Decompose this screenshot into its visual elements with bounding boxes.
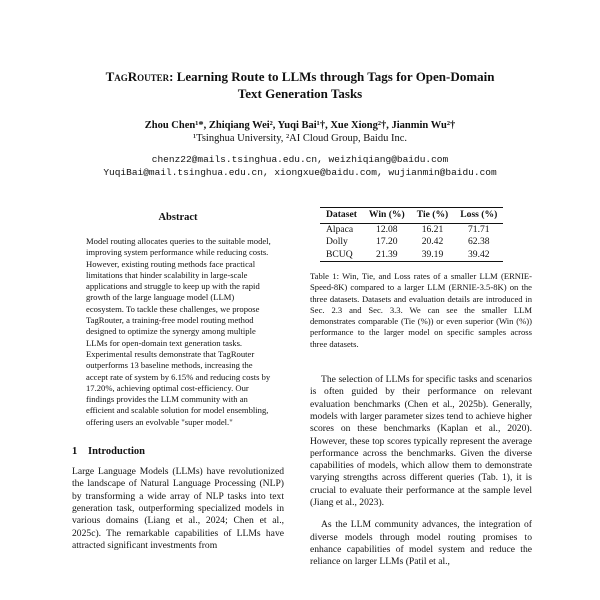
table-cell: 12.08	[376, 223, 398, 235]
author-affiliations: ¹Tsinghua University, ²AI Cloud Group, Baidu Inc.	[193, 133, 407, 144]
table-row	[320, 249, 503, 262]
section-title: Introduction	[88, 446, 145, 458]
section-number: 1	[72, 446, 78, 458]
table-header-cell: Tie (%)	[411, 208, 455, 224]
email-line-2: YuqiBai@mail.tsinghua.edu.cn, xiongxue@baidu.com, wujianmin@baidu.com	[103, 167, 497, 178]
table-cell: Dolly	[326, 236, 348, 247]
author-emails	[40, 153, 560, 179]
table-cell: 17.20	[376, 236, 398, 247]
title-brand: TagRouter	[105, 69, 170, 84]
right-body-text	[310, 374, 532, 568]
table-cell: BCUQ	[320, 249, 363, 262]
table-header-cell: Win (%)	[363, 208, 411, 224]
paper-title	[60, 68, 540, 102]
title-line2: Text Generation Tasks	[237, 86, 363, 101]
author-block	[60, 119, 540, 145]
table-row	[320, 223, 503, 236]
results-table	[320, 207, 503, 262]
table-header-row	[320, 208, 503, 224]
table-cell: 71.71	[467, 223, 490, 235]
paragraph: The selection of LLMs for specific tasks and scenarios is often guided by their performance on relevant evaluation benchmarks (Chen et al., 2025b). Generally, models with larger parameter sizes tend to achieve higher scores on these benchmarks (Kaplan et al., 2020). However, these top scores typically represent the average performance across the benchmarks. Given the diverse capabilities of models, which allow them to demonstrate varying strengths across different queries (Tab. 1), it is crucial to evaluate their performance at the sample level (Jiang et al., 2023).	[310, 374, 532, 509]
abstract-body: Model routing allocates queries to the suitable model, improving system performance while reducing costs. However, existing routing methods face practical limitations that hinder scalability in large-scale applications and struggle to keep up with the rapid growth of the large language model (LLM) ecosystem. To tackle these challenges, we propose TagRouter, a training-free model routing method designed to optimize the synergy among multiple LLMs for open-domain text generation tasks. Experimental results demonstrate that TagRouter outperforms 13 baseline methods, increasing the accept rate of system by 6.15% and reducing costs by 17.20%, achieving optimal cost-efficiency. Our findings provides the LLM community with an efficient and scalable solution for model ensembling, offering users an evolvable "super model."	[86, 236, 271, 427]
table-header-cell: Loss (%)	[454, 208, 503, 224]
introduction-body: Large Language Models (LLMs) have revolutionized the landscape of Natural Language Processing (NLP) by transforming a wide array of NLP tasks into text generation task, outperforming specialized models in various domains (Liang et al., 2024; Chen et al., 2025c). The remarkable capabilities of LLMs have attracted significant investments from	[72, 466, 284, 551]
email-line-1: chenz22@mails.tsinghua.edu.cn, weizhiqiang@baidu.com	[151, 154, 449, 165]
table-header-cell: Dataset	[320, 208, 363, 224]
table-cell: 21.39	[363, 249, 411, 262]
table-cell: 39.19	[411, 249, 455, 262]
table-cell: 39.42	[454, 249, 503, 262]
title-line1-rest: : Learning Route to LLMs through Tags for Open-Domain	[169, 69, 495, 84]
table-cell: 20.42	[421, 236, 444, 247]
table-cell: 16.21	[421, 223, 444, 235]
author-names: Zhou Chen¹*, Zhiqiang Wei², Yuqi Bai¹†, Xue Xiong²†, Jianmin Wu²†	[144, 120, 456, 131]
abstract-heading: Abstract	[158, 212, 198, 223]
left-column	[72, 212, 284, 552]
table-cell: Alpaca	[326, 223, 354, 235]
table-caption: Table 1: Win, Tie, and Loss rates of a smaller LLM (ERNIE-Speed-8K) compared to a larger LLM (ERNIE-3.5-8K) on the three datasets. Datasets and evaluation details are introduced in Sec. 2.3 and Sec. 3.3. We can see the smaller LLM demonstrates comparable (Tie (%)) or even superior (Win (%)) performance to the larger model on specific samples across three datasets.	[310, 271, 532, 349]
right-column	[310, 207, 532, 569]
introduction-heading	[72, 446, 284, 457]
table-row	[320, 236, 503, 249]
paragraph: As the LLM community advances, the integration of diverse models through model routing promises to enhance capabilities of model system and reduce the reliance on larger LLMs (Patil et al.,	[310, 519, 532, 568]
table-cell: 62.38	[467, 236, 490, 247]
